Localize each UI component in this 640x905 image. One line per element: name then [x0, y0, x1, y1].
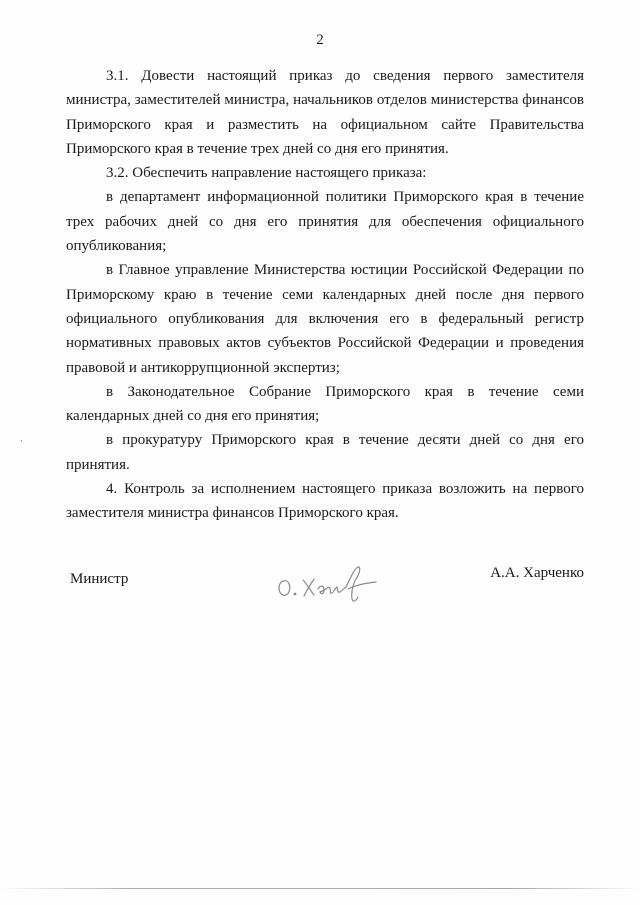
- paragraph-ministry-of-justice: в Главное управление Министерства юстиции Российской Федерации по Приморскому краю в течение семи календарных дней после дня первого официального опубликования для включения его в федеральный регистр нормативных правовых актов субъектов Российской Федерации и проведения правовой и антикоррупционной экспертиз;: [66, 262, 584, 376]
- paragraph-info-policy-department: в департамент информационной политики Приморского края в течение трех рабочих дней со дня его принятия для обеспечения официального опубликования;: [66, 189, 584, 255]
- page-number: 2: [316, 32, 324, 48]
- scan-speck: [21, 440, 22, 441]
- paragraph-3-2: 3.2. Обеспечить направление настоящего приказа:: [106, 165, 427, 182]
- signature-block: [66, 565, 584, 605]
- signatory-title: Министр: [70, 571, 129, 587]
- handwritten-signature: [274, 559, 384, 605]
- signatory-name: А.А. Харченко: [490, 565, 584, 581]
- paragraph-prosecutor-office: в прокуратуру Приморского края в течение десяти дней со дня его принятия.: [66, 432, 584, 473]
- document-body: [66, 64, 584, 526]
- scan-bottom-edge: [0, 888, 640, 889]
- paragraph-legislative-assembly: в Законодательное Собрание Приморского края в течение семи календарных дней со дня его принятия;: [66, 383, 584, 425]
- paragraph-4-control: 4. Контроль за исполнением настоящего приказа возложить на первого заместителя министра финансов Приморского края.: [66, 481, 584, 522]
- paragraph-3-1: 3.1. Довести настоящий приказ до сведения первого заместителя министра, заместителей министра, начальников отделов министерства финансов Приморского края и разместить на официальном сайте Правительства Приморского края в течение трех дней со дня его принятия.: [66, 68, 584, 157]
